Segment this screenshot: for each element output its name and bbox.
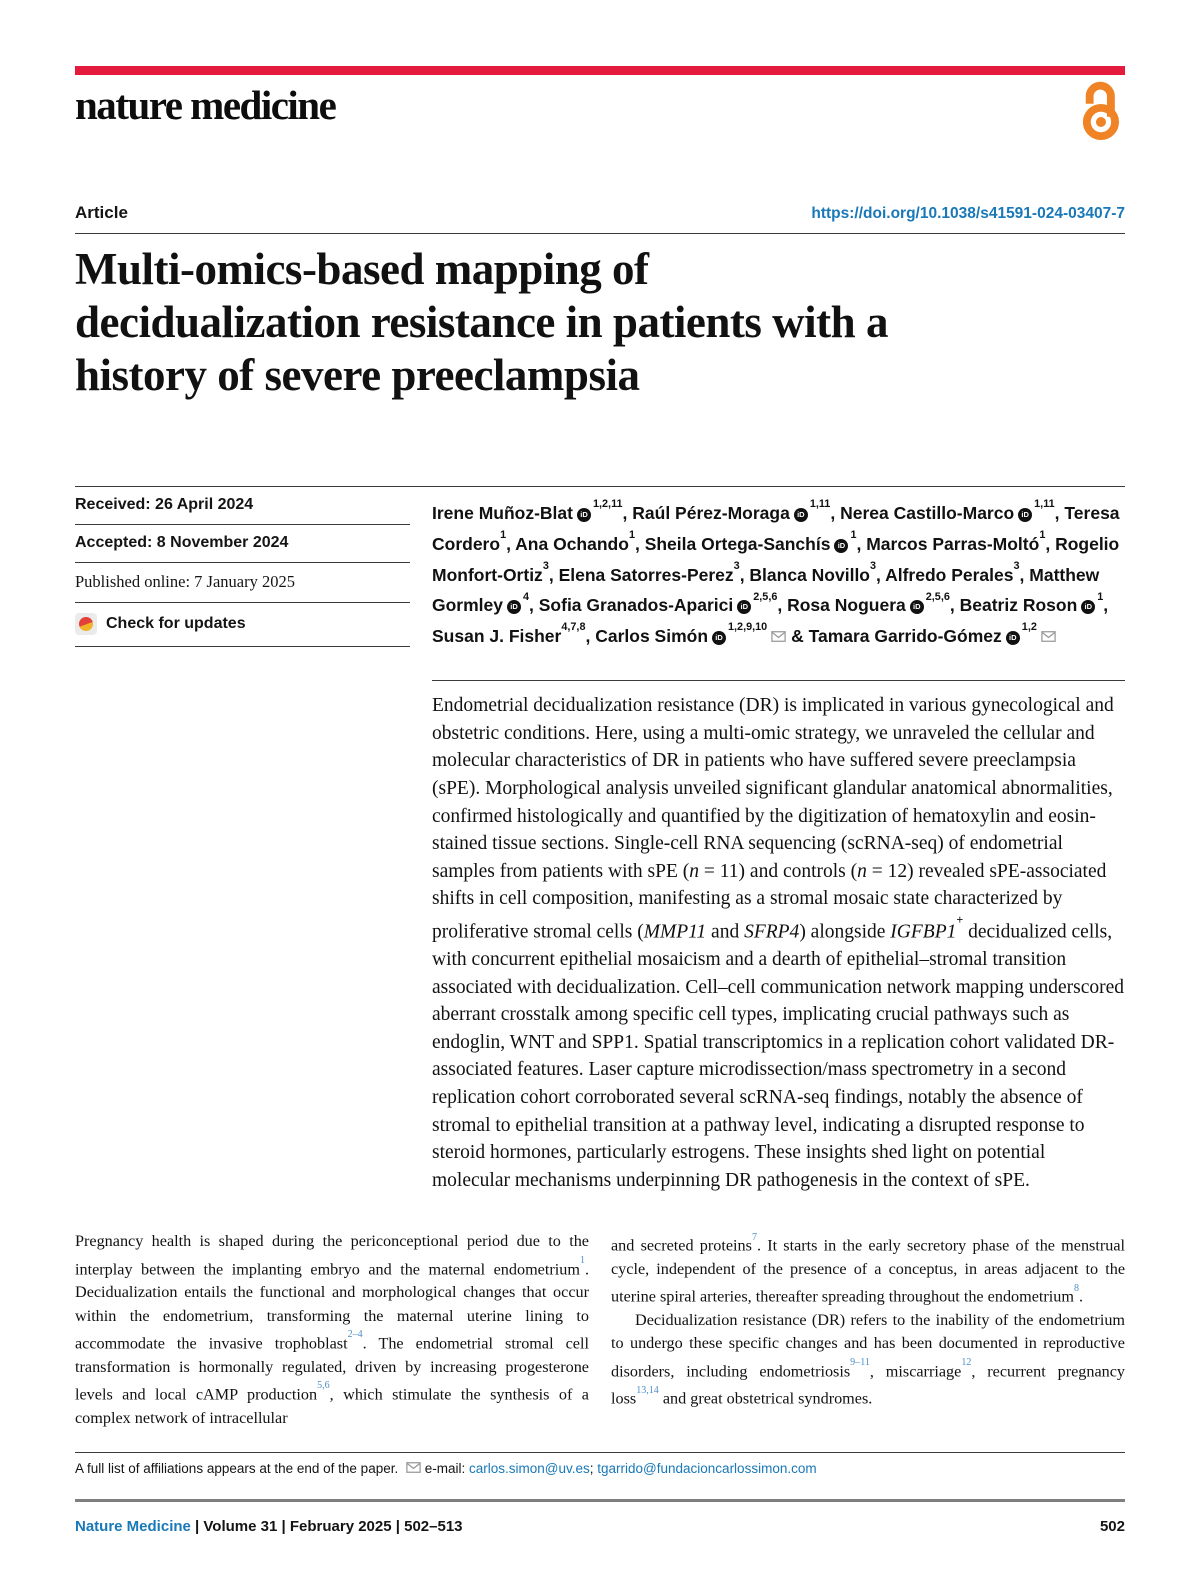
page-title	[75, 243, 1125, 402]
italic-term: IGFBP1	[890, 921, 957, 943]
italic-term: n	[689, 860, 700, 882]
superscript: 1,11	[1034, 498, 1055, 511]
citation-ref[interactable]: 7	[751, 1231, 757, 1243]
superscript: 1,2,9,10	[728, 621, 768, 634]
orcid-icon[interactable]: iD	[712, 631, 726, 645]
orcid-icon[interactable]: iD	[834, 539, 848, 553]
page-title-line: history of severe preeclampsia	[75, 350, 640, 400]
superscript: 1	[850, 528, 857, 541]
orcid-icon[interactable]: iD	[737, 600, 751, 614]
abstract-section	[432, 680, 1125, 1194]
superscript: 1	[1097, 590, 1104, 603]
email-separator: ;	[589, 1460, 598, 1476]
citation-ref[interactable]: 12	[961, 1357, 972, 1369]
superscript: 1,11	[809, 498, 831, 511]
affiliation-note: A full list of affiliations appears at the end of the paper.	[75, 1460, 399, 1476]
citation-ref[interactable]: 5,6	[317, 1380, 330, 1392]
italic-term: MMP11	[643, 921, 707, 943]
corresponding-author-email-icon[interactable]	[771, 623, 786, 650]
superscript: 3	[733, 559, 740, 572]
article-type-label: Article	[75, 203, 128, 222]
body-text	[75, 1230, 1125, 1430]
article-history	[75, 487, 410, 650]
superscript: 1,2,11	[592, 498, 623, 511]
body-paragraph: and secreted proteins$^7$. It starts in the early secretory phase of the menstrual cycle, independent of the presence of a conceptus, in areas adjacent to the uterine spiral arteries, thereafter spreading throughout the endometrium$^8$.	[611, 1231, 1125, 1306]
meta-and-authors	[75, 486, 1125, 650]
superscript: 4,7,8	[561, 621, 586, 634]
body-paragraph: Pregnancy health is shaped during the periconceptional period due to the interplay between the implanting embryo and the maternal endometrium$^1$. Decidualization entails the functional and morphological changes that occur within the endometrium, transforming the maternal uterine lining to accommodate the invasive trophoblast$^{2-4}$. The endometrial stromal cell transformation is hormonally regulated, driven by increasing progesterone levels and local cAMP production$^{5,6}$, which stimulate the synthesis of a complex network of intracellular	[75, 1232, 589, 1427]
superscript: 3	[870, 559, 877, 572]
superscript: 2,5,6	[925, 590, 950, 603]
superscript: +	[956, 913, 964, 928]
citation-ref[interactable]: 2–4	[347, 1329, 363, 1341]
page-title-line: decidualization resistance in patients with a	[75, 297, 888, 347]
check-for-updates-label: Check for updates	[106, 615, 246, 632]
citation-ref[interactable]: 13,14	[636, 1384, 659, 1396]
running-footer	[75, 1502, 1125, 1535]
corresponding-author-email-icon[interactable]	[1041, 623, 1056, 650]
email-icon	[406, 1461, 421, 1476]
superscript: 1	[1039, 528, 1046, 541]
body-column-right	[611, 1230, 1125, 1430]
email-link-2[interactable]: tgarrido@fundacioncarlossimon.com	[597, 1460, 817, 1476]
superscript: 3	[1013, 559, 1020, 572]
issue-info: | Volume 31 | February 2025 | 502–513	[190, 1517, 463, 1535]
superscript: 1	[628, 528, 635, 541]
orcid-icon[interactable]: iD	[910, 600, 924, 614]
journal-logo: nature medicine	[75, 82, 336, 128]
email-label: e-mail:	[424, 1460, 470, 1476]
orcid-icon[interactable]: iD	[1018, 508, 1032, 522]
author-list: Irene Muñoz-Blat iD$^{1,2,11}$, Raúl Pérez-Moraga iD$^{1,11}$, Nerea Castillo-Marco iD$^{1,11}$, Teresa Cordero$^1$, Ana Ochando$^1$, Sheila Ortega-Sanchís $iD^1$, Marcos Parras-Moltó$^1$, Rogelio Monfort-Ortiz$^3$, Elena Satorres-Perez$^3$, Blanca Novillo$^3$, Alfredo Perales$^3$, Matthew Gormley $iD^4$, Sofia Granados-Aparici iD$^{2,5,6}$, Rosa Noguera iD$^{2,5,6}$, Beatriz Roson $iD^1$, Susan J. Fisher$^{4,7,8}$, Carlos Simón iD$^{1,2,9,10}$ & Tamara Garrido-Gómez iD$^{1,2}$	[432, 496, 1125, 650]
citation-ref[interactable]: 8	[1073, 1282, 1079, 1294]
masthead	[75, 75, 1125, 147]
body-paragraph: Decidualization resistance (DR) refers to the inability of the endometrium to undergo these specific changes and has been documented in reproductive disorders, including endometriosis$^{9-11}$, miscarriage$^{12}$, recurrent pregnancy loss$^{13,14}$ and great obstetrical syndromes.	[611, 1311, 1126, 1408]
italic-term: SFRP4	[744, 921, 800, 943]
orcid-icon[interactable]: iD	[1081, 600, 1095, 614]
superscript: 1	[500, 528, 507, 541]
superscript: 3	[542, 559, 549, 572]
page-number: 502	[1099, 1517, 1125, 1535]
affiliation-note-line	[75, 1453, 1125, 1499]
superscript: 1,2	[1021, 621, 1037, 634]
divider	[75, 233, 1125, 234]
orcid-icon[interactable]: iD	[507, 600, 521, 614]
journal-name-link[interactable]: Nature Medicine	[75, 1517, 191, 1535]
orcid-icon[interactable]: iD	[1006, 631, 1020, 645]
journal-citation	[75, 1518, 463, 1535]
orcid-icon[interactable]: iD	[794, 508, 808, 522]
superscript: 4	[523, 590, 530, 603]
doi-link[interactable]: https://doi.org/10.1038/s41591-024-03407-7	[811, 205, 1125, 222]
published-date: Published online: 7 January 2025	[75, 563, 410, 603]
open-access-icon[interactable]	[1079, 79, 1125, 147]
brand-color-bar	[75, 66, 1125, 75]
accepted-date: Accepted: 8 November 2024	[75, 525, 410, 563]
received-date: Received: 26 April 2024	[75, 487, 410, 525]
superscript: 2,5,6	[753, 590, 778, 603]
abstract-text: Endometrial decidualization resistance (DR) is implicated in various gynecological and obstetric conditions. Here, using a multi-omic strategy, we unraveled the cellular and molecular characteristics of DR in patients who have suffered severe preeclampsia (sPE). Morphological analysis unveiled significant glandular anatomical abnormalities, confirmed histologically and quantified by the digitization of hematoxylin and eosin-stained tissue sections. Single-cell RNA sequencing (scRNA-seq) of endometrial samples from patients with sPE (n = 11) and controls (n = 12) revealed sPE-associated shifts in cell composition, manifesting as a stromal mosaic state characterized by proliferative stromal cells (MMP11 and SFRP4) alongside IGFBP1+ decidualized cells, with concurrent epithelial mosaicism and a dearth of epithelial–stromal transition associated with decidualization. Cell–cell communication network mapping underscored aberrant crosstalk among specific cell types, implicating crucial pathways such as endoglin, WNT and SPP1. Spatial transcriptomics in a replication cohort validated DR-associated features. Laser capture microdissection/mass spectrometry in a second replication cohort corroborated several scRNA-seq findings, notably the absence of stromal to epithelial transition at a pathway level, indicating a disrupted response to steroid hormones, particularly estrogens. These insights shed light on potential molecular mechanisms underpinning DR pathogenesis in the context of sPE.	[432, 695, 1125, 1191]
italic-term: n	[857, 860, 867, 882]
crossmark-icon	[75, 613, 97, 635]
orcid-icon[interactable]: iD	[577, 508, 591, 522]
email-link-1[interactable]: carlos.simon@uv.es	[469, 1460, 590, 1476]
citation-ref[interactable]: 1	[579, 1255, 585, 1267]
page-title-line: Multi-omics-based mapping of	[75, 244, 649, 294]
check-for-updates-button[interactable]	[75, 603, 410, 647]
citation-ref[interactable]: 9–11	[850, 1357, 870, 1369]
body-column-left	[75, 1230, 589, 1430]
